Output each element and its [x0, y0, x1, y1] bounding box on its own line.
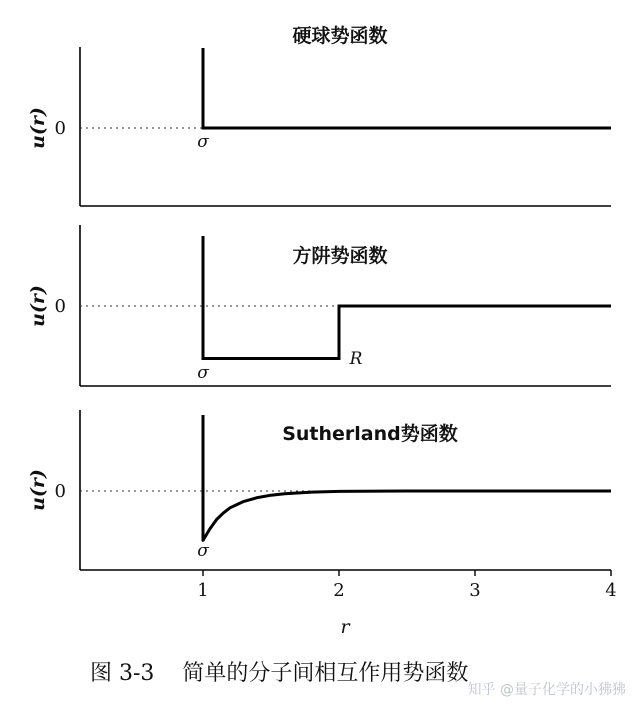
x-tick-label: 3: [469, 580, 481, 601]
y-tick-label-zero: 0: [54, 296, 66, 317]
panel-square-well: [27, 225, 611, 386]
potential-curve: [203, 48, 611, 128]
x-axis-label: r: [340, 616, 350, 638]
sigma-label: σ: [197, 132, 209, 152]
well-width-label: R: [349, 349, 363, 369]
panel-sutherland: [27, 410, 611, 570]
sigma-label: σ: [197, 363, 209, 383]
figure-caption: 图 3-3 简单的分子间相互作用势函数: [90, 661, 469, 686]
sigma-label: σ: [197, 541, 209, 561]
panel-title: Sutherland势函数: [282, 423, 458, 445]
x-tick-label: 2: [333, 580, 345, 601]
x-tick-label: 1: [197, 580, 209, 601]
potential-curve: [203, 236, 611, 359]
panel-hard-sphere: [27, 24, 611, 206]
y-axis-label: u(r): [27, 107, 49, 149]
y-axis-label: u(r): [27, 469, 49, 511]
y-tick-label-zero: 0: [54, 118, 66, 139]
y-axis-label: u(r): [27, 285, 49, 327]
x-tick-label: 4: [605, 580, 617, 601]
x-axis: [197, 570, 616, 638]
y-tick-label-zero: 0: [54, 481, 66, 502]
panel-title: 方阱势函数: [292, 245, 388, 267]
panel-title: 硬球势函数: [292, 25, 388, 47]
watermark: 知乎 @量子化学的小狒狒: [467, 682, 626, 698]
